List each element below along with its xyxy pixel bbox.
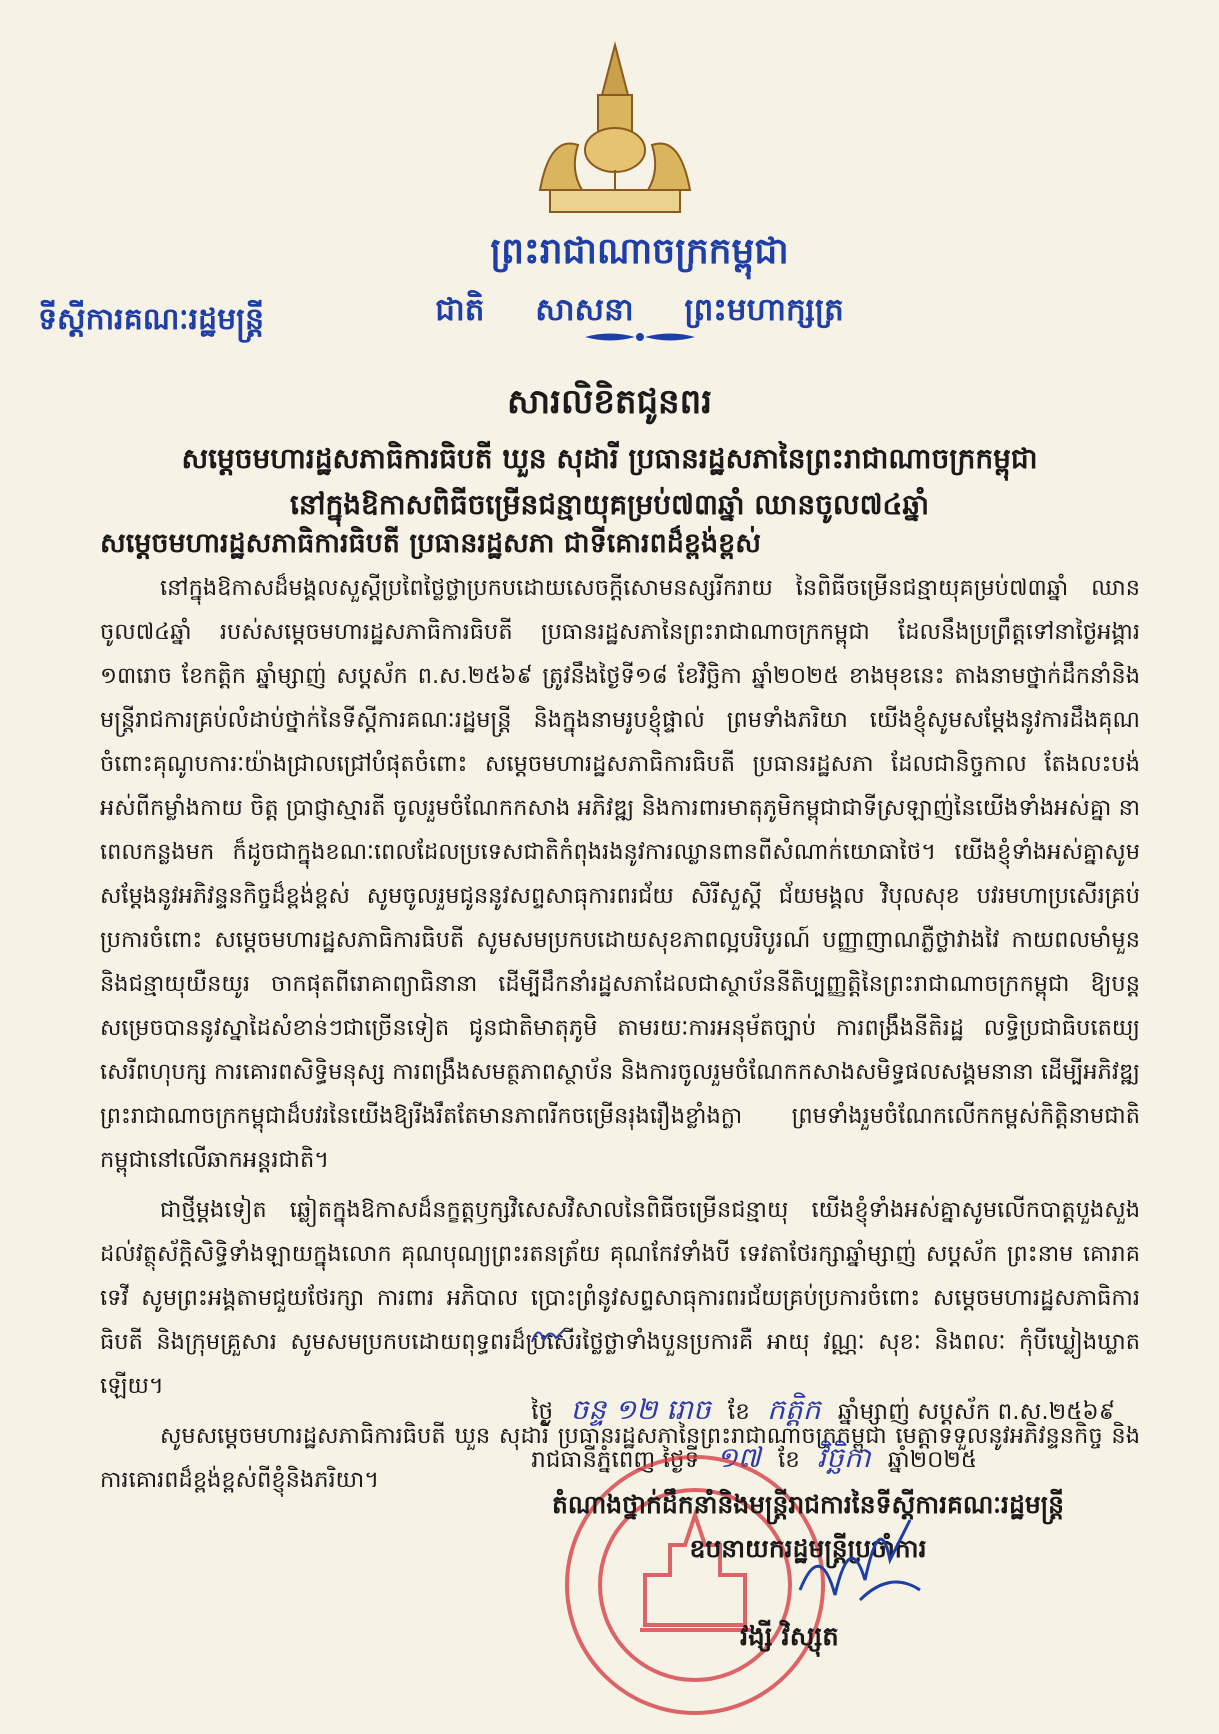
motto-king: ព្រះមហាក្សត្រ (684, 292, 844, 328)
paragraph-2: ជាថ្មីម្ដងទៀត ឆ្លៀតក្នុងឱកាសដ៏នក្ខត្តឫក្សវិសេសវិសាលនៃពិធីចម្រើនជន្មាយុ យើងខ្ញុំទាំងអស់គ្នាសូមលើកបាត្តបួងសួងដល់វត្ថុស័ក្តិសិទ្ធិទាំងឡាយក្នុងលោក គុណបុណ្យព្រះរតនត្រ័យ គុណកែវទាំងបី ទេវតាថែរក្សាឆ្នាំម្សាញ់ សប្ដស័ក ព្រះនាម គោរាគទេវី សូមព្រះអង្គតាមជួយថែរក្សា ការពារ អភិបាល ប្រោះព្រំនូវសព្ទសាធុការពរជ័យគ្រប់ប្រការចំពោះ សម្ដេចមហារដ្ឋសភាធិការធិបតី និងក្រុមគ្រួសារ សូមសមប្រកបដោយពុទ្ធពរដ៏ប្រសើរថ្លៃថ្លាទាំងបួនប្រការគឺ អាយុ វណ្ណៈ សុខៈ និងពលៈ កុំបីឃ្លៀងឃ្លាតឡើយ។ (100, 1197, 1140, 1399)
month-handwritten: វិច្ឆិកា (817, 1441, 871, 1474)
divider-ornament-icon (580, 330, 700, 344)
lunar-day-handwritten: ចន្ទ ១២ រោច (570, 1393, 711, 1426)
letter-title (0, 380, 1219, 528)
handwritten-initials-icon (528, 1320, 568, 1350)
day-handwritten: ១៧ (716, 1441, 761, 1474)
motto-religion: សាសនា (535, 292, 634, 328)
kingdom-name: ព្រះរាជាណាចក្រកម្ពុជា (490, 231, 789, 272)
lunar-year: ឆ្នាំម្សាញ់ សប្ដស័ក ព.ស.២៥៦៩ (837, 1399, 1115, 1425)
royal-coat-of-arms-icon (520, 40, 710, 220)
signatory-role-line-2: ឧបនាយករដ្ឋមន្ត្រីប្រចាំការ (689, 1534, 927, 1563)
signatory-role-line-1: តំណាងថ្នាក់ដឹកនាំនិងមន្ត្រីរាជការនៃទីស្ដីការគណៈរដ្ឋមន្ត្រី (551, 1490, 1065, 1519)
salutation: សម្ដេចមហារដ្ឋសភាធិការធិបតី ប្រធានរដ្ឋសភា ជាទីគោរពដ៏ខ្ពង់ខ្ពស់ (100, 528, 761, 559)
solar-year: ឆ្នាំ២០២៥ (887, 1447, 978, 1473)
month-prefix: ខែ (777, 1447, 800, 1473)
motto-nation: ជាតិ (435, 292, 485, 328)
signatory-name: វង្សី វិស្សុត (740, 1622, 839, 1652)
handwritten-signature-icon (790, 1500, 930, 1620)
title-line-1: សារលិខិតជូនពរ (506, 382, 713, 422)
place-prefix: រាជធានីភ្នំពេញ ថ្ងៃទី (531, 1447, 700, 1473)
paragraph-3: សូមសម្ដេចមហារដ្ឋសភាធិការធិបតី ឃួន សុដារី ប្រធានរដ្ឋសភានៃព្រះរាជាណាចក្រកម្ពុជា មេត្តាទទួលនូវអភិវន្ទនកិច្ច និងការគោរពដ៏ខ្ពង់ខ្ពស់ពីខ្ញុំនិងភរិយា។ (100, 1423, 1140, 1493)
lunar-month-handwritten: កត្ដិក (767, 1393, 821, 1426)
lunar-month-prefix: ខែ (727, 1399, 750, 1425)
lunar-date-line (531, 1387, 1115, 1435)
title-line-3: នៅក្នុងឱកាសពិធីចម្រើនជន្មាយុគម្រប់៧៣ឆ្នាំ ឈានចូល៧៤ឆ្នាំ (289, 488, 930, 521)
lunar-date-prefix: ថ្ងៃ (531, 1399, 554, 1425)
paragraph-1: នៅក្នុងឱកាសដ៏មង្គលសួស្ដីប្រពៃថ្លៃថ្លាប្រកបដោយសេចក្ដីសោមនស្សរីករាយ នៃពិធីចម្រើនជន្មាយុគម្រប់៧៣ឆ្នាំ ឈានចូល៧៤ឆ្នាំ របស់សម្ដេចមហារដ្ឋសភាធិការធិបតី ប្រធានរដ្ឋសភានៃព្រះរាជាណាចក្រកម្ពុជា ដែលនឹងប្រព្រឹត្តទៅនាថ្ងៃអង្គារ ១៣រោច ខែកត្ដិក ឆ្នាំម្សាញ់ សប្ដស័ក ព.ស.២៥៦៩ ត្រូវនឹងថ្ងៃទី១៨ ខែវិច្ឆិកា ឆ្នាំ២០២៥ ខាងមុខនេះ តាងនាមថ្នាក់ដឹកនាំនិងមន្ត្រីរាជការគ្រប់លំដាប់ថ្នាក់នៃទីស្ដីការគណៈរដ្ឋមន្ត្រី និងក្នុងនាមរូបខ្ញុំផ្ទាល់ ព្រមទាំងភរិយា យើងខ្ញុំសូមសម្ដែងនូវការដឹងគុណចំពោះគុណូបការៈយ៉ាងជ្រាលជ្រៅបំផុតចំពោះ សម្ដេចមហារដ្ឋសភាធិការធិបតី ប្រធានរដ្ឋសភា ដែលជានិច្ចកាល តែងលះបង់អស់ពីកម្លាំងកាយ ចិត្ត ប្រាជ្ញាស្មារតី ចូលរួមចំណែកកសាង អភិវឌ្ឍ និងការពារមាតុភូមិកម្ពុជាជាទីស្រឡាញ់នៃយើងទាំងអស់គ្នា នាពេលកន្លងមក ក៏ដូចជាក្នុងខណៈពេលដែលប្រទេសជាតិកំពុងរងនូវការឈ្លានពានពីសំណាក់យោធាថៃ។ យើងខ្ញុំទាំងអស់គ្នាសូមសម្ដែងនូវអភិវន្ទនកិច្ចដ៏ខ្ពង់ខ្ពស់ សូមចូលរួមជូននូវសព្ទសាធុការពរជ័យ សិរីសួស្ដី ជ័យមង្គល វិបុលសុខ បវរមហាប្រសើរគ្រប់ប្រការចំពោះ សម្ដេចមហារដ្ឋសភាធិការធិបតី សូមសមប្រកបដោយសុខភាពល្អបរិបូរណ៍ បញ្ញាញាណភ្លឺថ្លាវាងវៃ កាយពលមាំមួន និងជន្មាយុយឺនយូរ ចាកផុតពីរោគាព្យាធិនានា ដើម្បីដឹកនាំរដ្ឋសភាដែលជាស្ថាប័ននីតិប្បញ្ញត្តិនៃព្រះរាជាណាចក្រកម្ពុជា ឱ្យបន្តសម្រេចបាននូវស្នាដៃសំខាន់ៗជាច្រើនទៀត ជូនជាតិមាតុភូមិ តាមរយៈការអនុម័តច្បាប់ ការពង្រឹងនីតិរដ្ឋ លទ្ធិប្រជាធិបតេយ្យសេរីពហុបក្ស ការគោរពសិទ្ធិមនុស្ស ការពង្រឹងសមត្ថភាពស្ថាប័ន និងការចូលរួមចំណែកកសាងសមិទ្ធផលសង្គមនានា ដើម្បីអភិវឌ្ឍព្រះរាជាណាចក្រកម្ពុជាដ៏បវរនៃយើងឱ្យរីងរឹតតែមានភាពរីកចម្រើនរុងរឿងខ្លាំងក្លា ព្រមទាំងរួមចំណែកលើកកម្ពស់កិត្តិនាមជាតិកម្ពុជានៅលើឆាកអន្តរជាតិ។ (100, 575, 1140, 1173)
office-name: ទីស្ដីការគណៈរដ្ឋមន្ត្រី (38, 302, 265, 337)
letter-body (100, 566, 1140, 1508)
title-line-2: សម្ដេចមហារដ្ឋសភាធិការធិបតី ឃួន សុដារី ប្រធានរដ្ឋសភានៃព្រះរាជាណាចក្រកម្ពុជា (181, 442, 1038, 475)
